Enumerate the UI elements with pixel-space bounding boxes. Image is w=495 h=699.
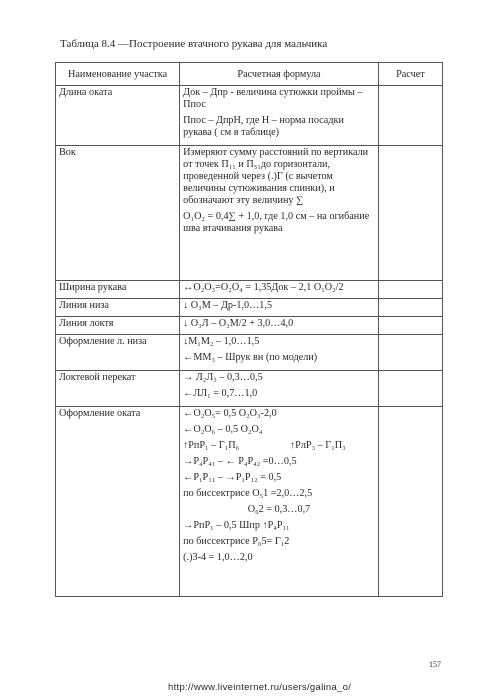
cell-section-name xyxy=(56,281,180,299)
cell-formula xyxy=(180,335,379,371)
section-name: Вок xyxy=(59,147,76,158)
table-row xyxy=(56,371,443,407)
formula-line: →Р₄Р₄₁ – ← Р₄Р₄₂ =0…0,5 xyxy=(183,456,297,467)
table-row xyxy=(56,407,443,597)
formula-line: ←O₂O₅= 0,5 O₂O₃-2,0 xyxy=(183,408,277,419)
table-row xyxy=(56,317,443,335)
section-name: Оформление л. низа xyxy=(59,336,147,347)
formula-line: O₆2 = 0,3…0,7 xyxy=(247,504,311,515)
cell-calculation xyxy=(378,407,442,597)
construction-table xyxy=(55,62,443,597)
section-name: Длина оката xyxy=(59,87,113,98)
table-row xyxy=(56,335,443,371)
cell-formula xyxy=(180,299,379,317)
section-name: Линия низа xyxy=(59,300,109,311)
header-calculation: Расчет xyxy=(378,63,442,86)
section-name: Оформление оката xyxy=(59,408,141,419)
formula-line: по биссектрисе Р₀5= Г₁2 xyxy=(183,536,290,547)
table-row xyxy=(56,146,443,281)
cell-calculation xyxy=(378,146,442,281)
page-number: 157 xyxy=(429,660,441,669)
formula-line: ←MM₃ – Шрук вн (по модели) xyxy=(183,352,318,363)
formula-line: ↔O₂O₃=O₂O₄ = 1,35Док – 2,1 O₁O₂/2 xyxy=(183,282,344,293)
formula-line: (.)3-4 = 1,0…2,0 xyxy=(183,552,253,563)
cell-formula xyxy=(180,281,379,299)
table-row xyxy=(56,86,443,146)
header-formula: Расчетная формула xyxy=(180,63,379,86)
cell-formula xyxy=(180,317,379,335)
formula-line: →РпР₁ – 0,5 Шпр ↑Р₄Р₁₁ xyxy=(183,520,290,531)
cell-calculation xyxy=(378,86,442,146)
formula-line: ↑РпР₁ – Г₁П₆ ↑РлР₃ – Г₁П₃ xyxy=(183,440,346,451)
formula-line: ←Р₁Р₁₁ – →Р₁Р₁₂ = 0,5 xyxy=(183,472,282,483)
formula-line: ↓ O₃Л – O₃M/2 + 3,0…4,0 xyxy=(183,318,294,329)
header-section-name: Наименование участка xyxy=(56,63,180,86)
formula-line: ←ЛЛ₁ = 0,7…1,0 xyxy=(183,388,258,399)
cell-calculation xyxy=(378,335,442,371)
cell-formula xyxy=(180,371,379,407)
section-name: Линия локтя xyxy=(59,318,114,329)
formula-line: ↓ O₃M – Др-1,0…1,5 xyxy=(183,300,273,311)
table-row xyxy=(56,281,443,299)
table-row xyxy=(56,299,443,317)
formula-line: Измеряют сумму расстояний по вертикали от точек П₁₁ и П₅₁до горизонтали, проведенной через (.)Г (с вычетом величины сутюживания спинки), и обозначают эту величину ∑ xyxy=(183,147,369,206)
cell-calculation xyxy=(378,299,442,317)
formula-line: Док – Дпр - величина сутюжки проймы – Ппос xyxy=(183,87,363,110)
formula-line: ↓M₁M₂ – 1,0…1,5 xyxy=(183,336,260,347)
cell-calculation xyxy=(378,371,442,407)
cell-calculation xyxy=(378,317,442,335)
section-name: Локтевой перекат xyxy=(59,372,136,383)
cell-formula xyxy=(180,146,379,281)
source-url: http://www.liveinternet.ru/users/galina_o/ xyxy=(168,682,352,693)
formula-line: O₁O₂ = 0,4∑ + 1,0, где 1,0 см – на огибание шва втачивания рукава xyxy=(183,211,370,234)
formula-line: Ппос – ДпрН, где Н – норма посадки рукава ( см в таблице) xyxy=(183,115,344,138)
cell-section-name xyxy=(56,146,180,281)
formula-line: → Л₂Л₃ – 0,3…0,5 xyxy=(183,372,263,383)
cell-section-name xyxy=(56,407,180,597)
cell-calculation xyxy=(378,281,442,299)
cell-section-name xyxy=(56,299,180,317)
cell-section-name xyxy=(56,371,180,407)
cell-section-name xyxy=(56,86,180,146)
cell-section-name xyxy=(56,317,180,335)
cell-formula xyxy=(180,407,379,597)
formula-line: ←O₂O₆ – 0,5 O₂O₄ xyxy=(183,424,263,435)
table-caption: Таблица 8.4 —Построение втачного рукава для мальчика xyxy=(60,38,328,50)
cell-section-name xyxy=(56,335,180,371)
section-name: Ширина рукава xyxy=(59,282,127,293)
cell-formula xyxy=(180,86,379,146)
formula-line: по биссектрисе O₅1 =2,0…2,5 xyxy=(183,488,313,499)
table-header-row xyxy=(56,63,443,86)
